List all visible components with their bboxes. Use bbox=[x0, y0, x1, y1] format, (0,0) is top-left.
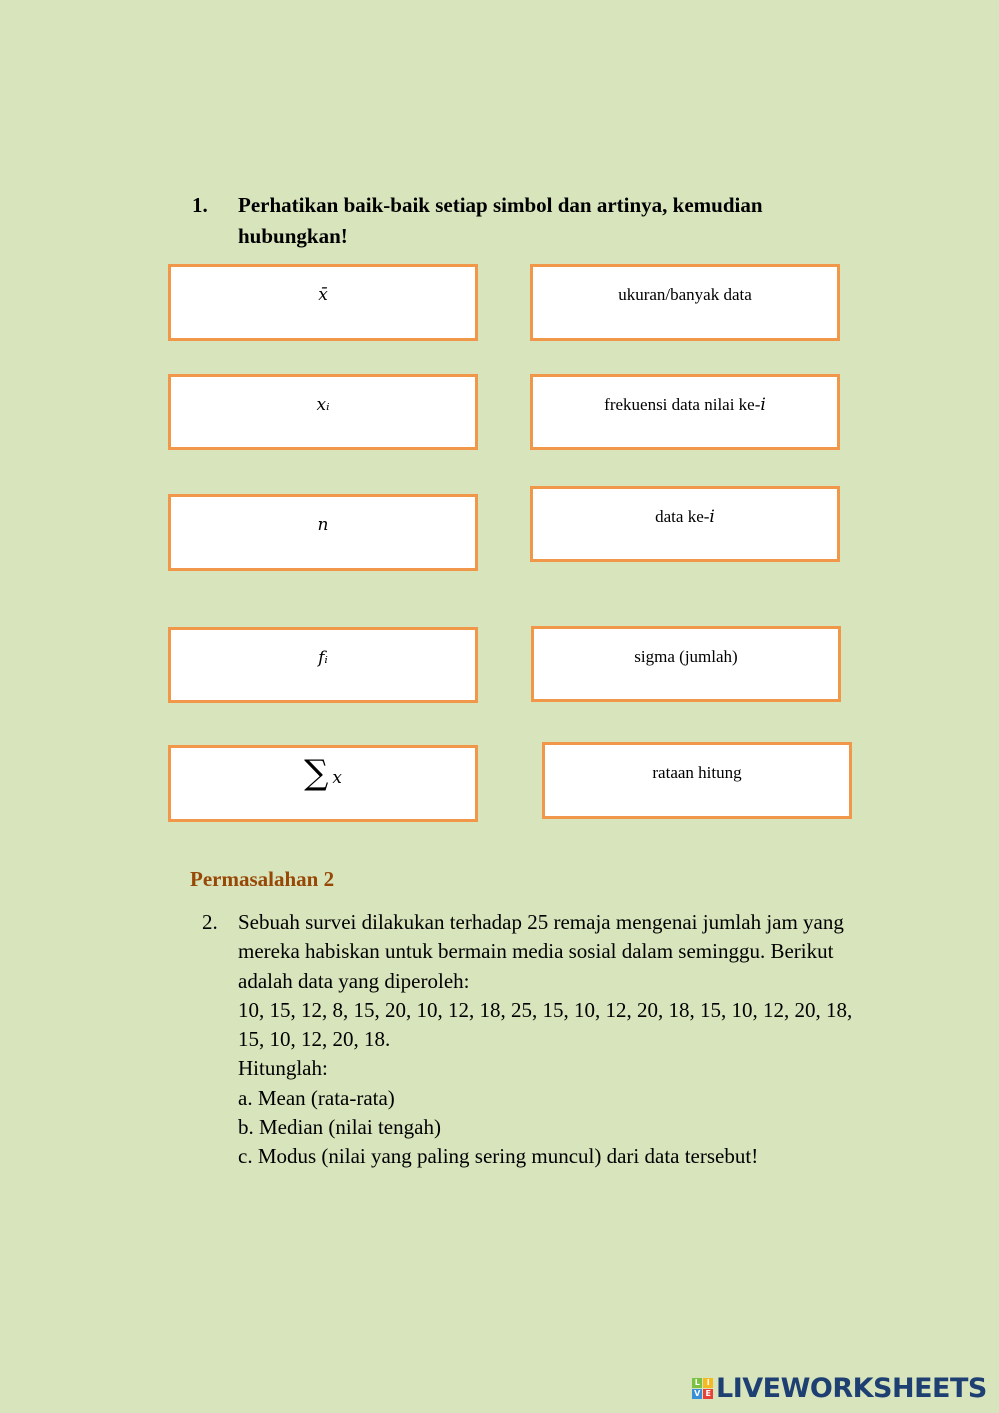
logo-cube-icon bbox=[692, 1378, 713, 1399]
symbol-label: fᵢ bbox=[318, 648, 328, 668]
meaning-label: sigma (jumlah) bbox=[634, 647, 738, 666]
question-number: 2. bbox=[202, 910, 218, 934]
meaning-label: data ke- bbox=[655, 507, 710, 526]
cube-letter: I bbox=[703, 1378, 713, 1388]
cube-letter: V bbox=[692, 1389, 702, 1399]
meaning-box[interactable] bbox=[530, 486, 840, 562]
meaning-label: frekuensi data nilai ke- bbox=[604, 395, 761, 414]
question-item: b. Median (nilai tengah) bbox=[238, 1115, 441, 1140]
symbol-box-xi[interactable] bbox=[168, 374, 478, 450]
meaning-box[interactable] bbox=[531, 626, 841, 702]
symbol-box-n[interactable] bbox=[168, 494, 478, 571]
meaning-label: rataan hitung bbox=[652, 763, 742, 782]
section-heading: Permasalahan 2 bbox=[190, 867, 335, 891]
symbol-label: x bbox=[332, 768, 342, 788]
question-intro: Sebuah survei dilakukan terhadap 25 remaja mengenai jumlah jam yang mereka habiskan untuk bermain media sosial dalam seminggu. Berikut adalah data yang diperoleh: bbox=[238, 910, 844, 993]
question-data: 10, 15, 12, 8, 15, 20, 10, 12, 18, 25, 15, 10, 12, 20, 18, 15, 10, 12, 20, 18, 15, 10, 12, 20, 18. bbox=[238, 997, 853, 1052]
symbol-box-mean[interactable] bbox=[168, 264, 478, 341]
meaning-box[interactable] bbox=[530, 374, 840, 450]
symbol-label: x̄ bbox=[318, 285, 328, 305]
question-item: a. Mean (rata-rata) bbox=[238, 1085, 395, 1110]
cube-letter: E bbox=[703, 1389, 713, 1399]
cube-letter: L bbox=[692, 1378, 702, 1388]
symbol-label: xᵢ bbox=[316, 395, 330, 415]
question-item: c. Modus (nilai yang paling sering muncul) dari data tersebut! bbox=[238, 1144, 759, 1169]
meaning-box[interactable] bbox=[542, 742, 852, 819]
symbol-label: n bbox=[317, 515, 329, 535]
logo-text: LIVEWORKSHEETS bbox=[716, 1373, 987, 1404]
symbol-box-sum[interactable] bbox=[168, 745, 478, 822]
question-prompt: Hitunglah: bbox=[238, 1056, 328, 1081]
question-text: Perhatikan baik-baik setiap simbol dan artinya, kemudian hubungkan! bbox=[238, 193, 763, 248]
question-number: 1. bbox=[192, 193, 208, 217]
meaning-suffix: i bbox=[760, 395, 766, 415]
meaning-box[interactable] bbox=[530, 264, 840, 341]
symbol-box-fi[interactable] bbox=[168, 627, 478, 703]
sigma-icon: ∑ bbox=[304, 753, 329, 793]
meaning-suffix: i bbox=[709, 507, 715, 527]
liveworksheets-logo bbox=[692, 1373, 987, 1404]
meaning-label: ukuran/banyak data bbox=[618, 285, 752, 304]
